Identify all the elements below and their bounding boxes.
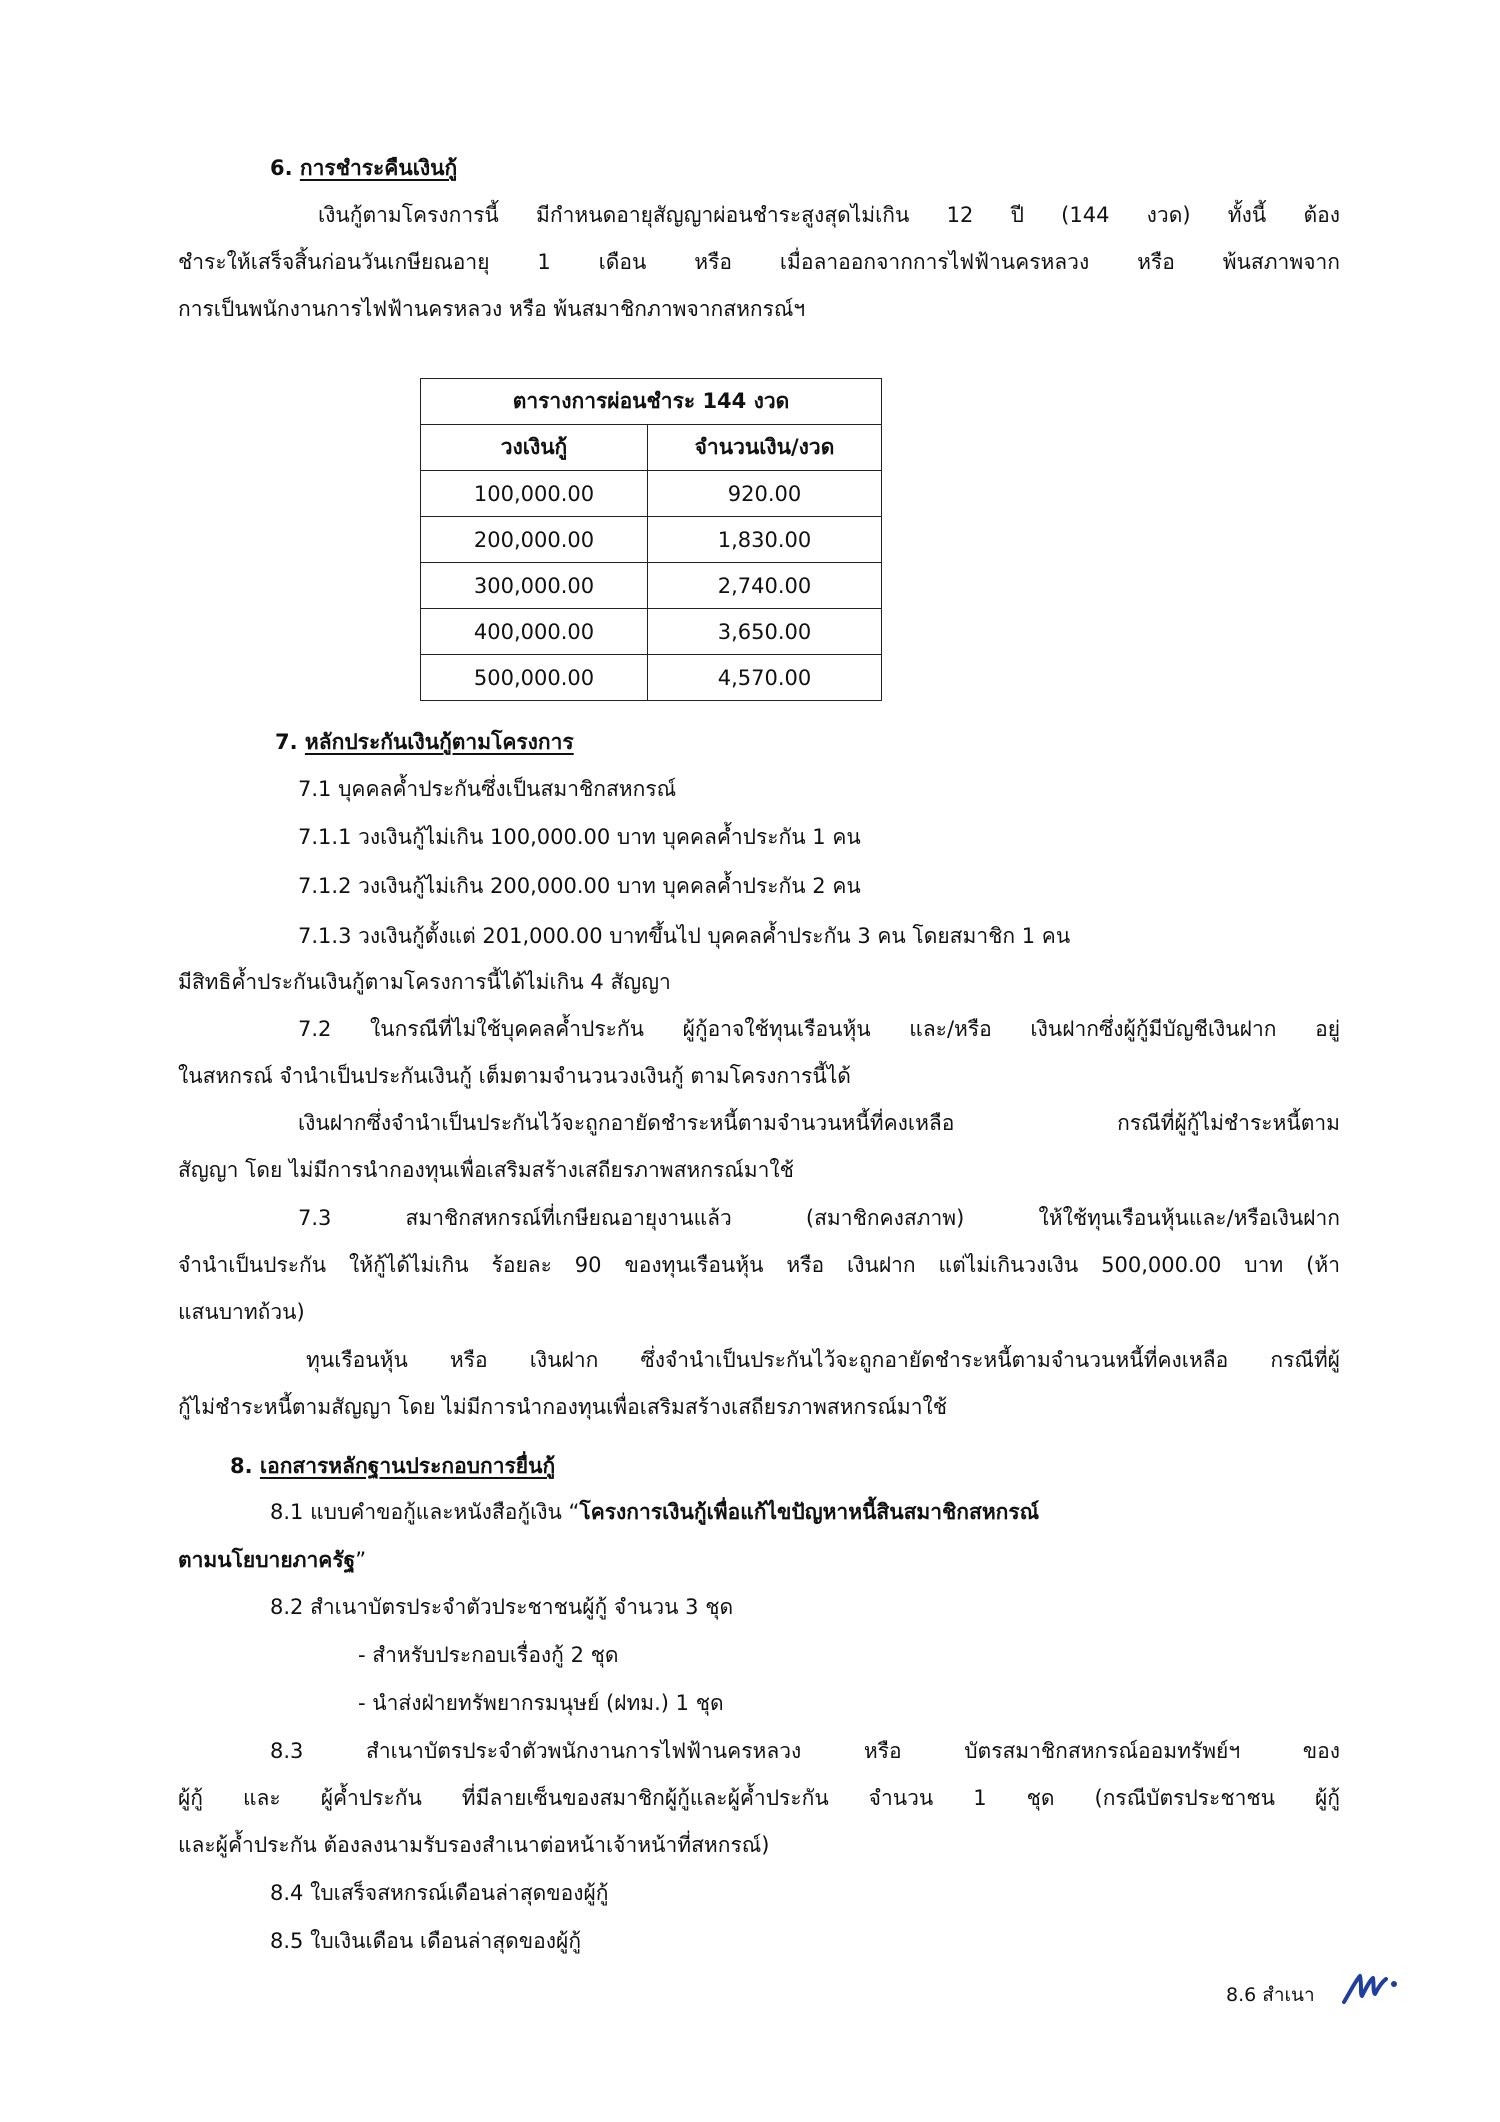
section-6-title: การชำระคืนเงินกู้ <box>299 156 458 180</box>
section-7-heading <box>275 727 574 757</box>
table-header-amount: วงเงินกู้ <box>421 425 648 471</box>
section-6-line-3: การเป็นพนักงานการไฟฟ้านครหลวง หรือ พ้นสมาชิกภาพจากสหกรณ์ฯ <box>178 297 806 321</box>
section-8-number: 8. <box>230 1454 253 1478</box>
table-cell-amount: 400,000.00 <box>421 609 648 655</box>
table-cell-amount: 100,000.00 <box>421 471 648 517</box>
section-8-heading <box>230 1451 555 1481</box>
item-7-3-line-5: กู้ไม่ชำระหนี้ตามสัญญา โดย ไม่มีการนำกองทุนเพื่อเสริมสร้างเสถียรภาพสหกรณ์มาใช้ <box>178 1395 948 1419</box>
table-cell-installment: 1,830.00 <box>648 517 882 563</box>
table-cell-installment: 920.00 <box>648 471 882 517</box>
table-header-installment: จำนวนเงิน/งวด <box>648 425 882 471</box>
item-7-1-1: 7.1.1 วงเงินกู้ไม่เกิน 100,000.00 บาท บุคคลค้ำประกัน 1 คน <box>298 825 861 849</box>
table-title: ตารางการผ่อนชำระ 144 งวด <box>421 379 882 425</box>
table-cell-amount: 200,000.00 <box>421 517 648 563</box>
initials-signature <box>1340 1962 1400 2010</box>
table-row <box>421 655 882 701</box>
table-cell-installment: 2,740.00 <box>648 563 882 609</box>
table-row <box>421 609 882 655</box>
item-7-2-line-1: 7.2 ในกรณีที่ไม่ใช้บุคคลค้ำประกัน ผู้กู้อาจใช้ทุนเรือนหุ้น และ/หรือ เงินฝากซึ่งผู้กู้มีบัญชีเงินฝาก อยู่ <box>298 1017 1340 1041</box>
table-row <box>421 471 882 517</box>
item-7-1-3-line-2: มีสิทธิค้ำประกันเงินกู้ตามโครงการนี้ได้ไม่เกิน 4 สัญญา <box>178 970 671 994</box>
item-7-3-line-3: แสนบาทถ้วน) <box>178 1300 305 1324</box>
table-row <box>421 563 882 609</box>
page-continuation: 8.6 สำเนา <box>1226 1984 1315 2006</box>
signature-stroke <box>1344 1976 1386 2002</box>
item-8-5: 8.5 ใบเงินเดือน เดือนล่าสุดของผู้กู้ <box>270 1929 582 1953</box>
item-8-1-line-1 <box>270 1497 1039 1527</box>
item-7-1: 7.1 บุคคลค้ำประกันซึ่งเป็นสมาชิกสหกรณ์ <box>298 777 677 801</box>
item-7-2-line-3: เงินฝากซึ่งจำนำเป็นประกันไว้จะถูกอายัดชำระหนี้ตามจำนวนหนี้ที่คงเหลือ กรณีที่ผู้กู้ไม่ชำระหนี้ตาม <box>298 1111 1340 1135</box>
item-7-1-3-line-1: 7.1.3 วงเงินกู้ตั้งแต่ 201,000.00 บาทขึ้นไป บุคคลค้ำประกัน 3 คน โดยสมาชิก 1 คน <box>298 924 1071 948</box>
item-7-2-line-4: สัญญา โดย ไม่มีการนำกองทุนเพื่อเสริมสร้างเสถียรภาพสหกรณ์มาใช้ <box>178 1158 794 1182</box>
item-8-1-close-quote: ” <box>355 1548 367 1572</box>
section-7-number: 7. <box>275 730 298 754</box>
signature-dot <box>1391 1981 1397 1987</box>
table-cell-amount: 500,000.00 <box>421 655 648 701</box>
item-7-3-line-1: 7.3 สมาชิกสหกรณ์ที่เกษียณอายุงานแล้ว (สมาชิกคงสภาพ) ให้ใช้ทุนเรือนหุ้นและ/หรือเงินฝาก <box>298 1206 1340 1230</box>
table-cell-installment: 4,570.00 <box>648 655 882 701</box>
item-7-3-line-2: จำนำเป็นประกัน ให้กู้ได้ไม่เกิน ร้อยละ 90 ของทุนเรือนหุ้น หรือ เงินฝาก แต่ไม่เกินวงเงิน 500,000.00 บาท (ห้า <box>178 1253 1340 1277</box>
item-8-2-sub-1: - สำหรับประกอบเรื่องกู้ 2 ชุด <box>358 1643 619 1667</box>
item-7-2-line-2: ในสหกรณ์ จำนำเป็นประกันเงินกู้ เต็มตามจำนวนวงเงินกู้ ตามโครงการนี้ได้ <box>178 1064 851 1088</box>
item-8-1-project-name-cont: ตามนโยบายภาครัฐ <box>178 1548 356 1572</box>
section-6-number: 6. <box>270 156 293 180</box>
item-7-3-line-4: ทุนเรือนหุ้น หรือ เงินฝาก ซึ่งจำนำเป็นประกันไว้จะถูกอายัดชำระหนี้ตามจำนวนหนี้ที่คงเหลือ กรณีที่ผู้ <box>306 1348 1340 1372</box>
installment-schedule-table <box>420 378 882 701</box>
item-8-3-line-3: และผู้ค้ำประกัน ต้องลงนามรับรองสำเนาต่อหน้าเจ้าหน้าที่สหกรณ์) <box>178 1833 770 1857</box>
item-8-2-sub-2: - นำส่งฝ่ายทรัพยากรมนุษย์ (ฝทม.) 1 ชุด <box>358 1691 724 1715</box>
section-7-title: หลักประกันเงินกู้ตามโครงการ <box>304 730 574 754</box>
section-6-line-1: เงินกู้ตามโครงการนี้ มีกำหนดอายุสัญญาผ่อนชำระสูงสุดไม่เกิน 12 ปี (144 งวด) ทั้งนี้ ต้อง <box>318 203 1340 227</box>
table-cell-installment: 3,650.00 <box>648 609 882 655</box>
section-6-line-2: ชำระให้เสร็จสิ้นก่อนวันเกษียณอายุ 1 เดือน หรือ เมื่อลาออกจากการไฟฟ้านครหลวง หรือ พ้นสภาพจาก <box>178 250 1340 274</box>
table-cell-amount: 300,000.00 <box>421 563 648 609</box>
item-8-2: 8.2 สำเนาบัตรประจำตัวประชาชนผู้กู้ จำนวน 3 ชุด <box>270 1595 734 1619</box>
item-8-1-line-2 <box>178 1545 366 1575</box>
item-8-4: 8.4 ใบเสร็จสหกรณ์เดือนล่าสุดของผู้กู้ <box>270 1881 609 1905</box>
section-6-heading <box>270 153 457 183</box>
item-8-3-line-2: ผู้กู้ และ ผู้ค้ำประกัน ที่มีลายเซ็นของสมาชิกผู้กู้และผู้ค้ำประกัน จำนวน 1 ชุด (กรณีบัตรประชาชน ผู้กู้ <box>178 1786 1340 1810</box>
item-8-1-prefix: 8.1 แบบคำขอกู้และหนังสือกู้เงิน “ <box>270 1500 580 1524</box>
item-8-1-project-name: โครงการเงินกู้เพื่อแก้ไขปัญหาหนี้สินสมาชิกสหกรณ์ <box>579 1500 1040 1524</box>
item-8-3-line-1: 8.3 สำเนาบัตรประจำตัวพนักงานการไฟฟ้านครหลวง หรือ บัตรสมาชิกสหกรณ์ออมทรัพย์ฯ ของ <box>270 1739 1340 1763</box>
section-8-title: เอกสารหลักฐานประกอบการยื่นกู้ <box>259 1454 556 1478</box>
item-7-1-2: 7.1.2 วงเงินกู้ไม่เกิน 200,000.00 บาท บุคคลค้ำประกัน 2 คน <box>298 874 861 898</box>
table-row <box>421 517 882 563</box>
